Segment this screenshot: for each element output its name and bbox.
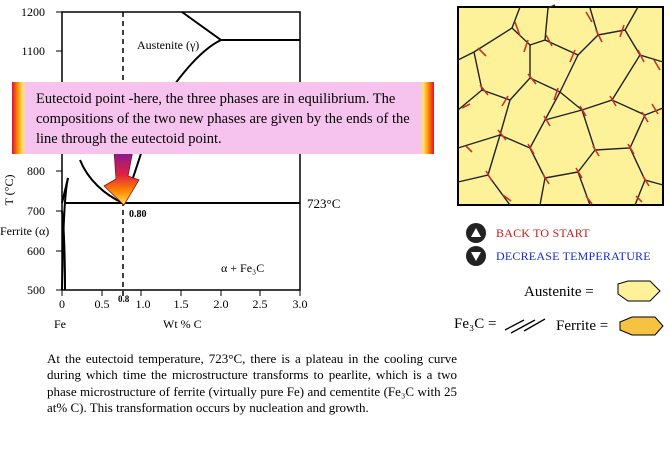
x-tick-0.5: 0.5 xyxy=(94,297,110,311)
y-tick-1200: 1200 xyxy=(21,5,45,19)
fe3c-legend-icon xyxy=(505,319,545,333)
y-axis-label: T (°C) xyxy=(2,174,16,206)
x-tick-3.0: 3.0 xyxy=(292,297,308,311)
austenite-region-label: Austenite (γ) xyxy=(137,38,200,52)
eutectoid-x-tick-label: 0.8 xyxy=(118,294,130,304)
y-tick-500: 500 xyxy=(27,283,45,297)
eutectoid-callout xyxy=(12,82,434,154)
y-tick-700: 700 xyxy=(27,204,45,218)
callout-edge-right xyxy=(420,82,434,154)
ferrite-legend-label: Ferrite = xyxy=(556,318,609,334)
alpha-fe3c-label: α + Fe₃C xyxy=(221,261,265,275)
explanation-paragraph: At the eutectoid temperature, 723°C, there is a plateau in the cooling curve during which time the microstructure transforms to pearlite, which is a two phase microstructure of ferrite (virtually pure Fe) and cementite (Fe₃C with 25 at% C). This transformation occurs by nucleation and growth. xyxy=(47,351,457,415)
microstructure-panel xyxy=(458,5,663,205)
x-axis-label: Wt % C xyxy=(163,317,202,331)
fe-label: Fe xyxy=(54,317,66,331)
ferrite-legend-swatch xyxy=(620,317,663,335)
x-tick-1.0: 1.0 xyxy=(135,297,151,311)
y-tick-800: 800 xyxy=(27,164,45,178)
fe3c-legend-label: Fe₃C = xyxy=(454,316,497,332)
austenite-legend-label: Austenite = xyxy=(524,284,594,300)
x-tick-2.5: 2.5 xyxy=(252,297,268,311)
y-tick-600: 600 xyxy=(27,244,45,258)
up-arrow-icon xyxy=(466,223,486,243)
callout-text: Eutectoid point -here, the three phases are in equilibrium. The compositions of the two new phases are given by the ends of the line through the eutectoid point. xyxy=(36,91,410,147)
decrease-temperature-button[interactable] xyxy=(466,245,651,267)
decrease-temperature-label: DECREASE TEMPERATURE xyxy=(496,248,651,263)
eutectoid-comp-label: 0.80 xyxy=(129,209,147,220)
callout-edge-left xyxy=(12,82,26,154)
eutectoid-temp-label: 723°C xyxy=(307,196,341,211)
x-tick-2.0: 2.0 xyxy=(213,297,229,311)
x-tick-0: 0 xyxy=(59,297,65,311)
ferrite-region-label: Ferrite (α) xyxy=(0,224,50,238)
austenite-legend-swatch xyxy=(618,281,660,301)
x-axis-ticks xyxy=(62,290,300,296)
back-to-start-label: BACK TO START xyxy=(496,225,590,240)
down-arrow-icon xyxy=(466,246,486,266)
back-to-start-button[interactable] xyxy=(466,222,590,244)
x-tick-1.5: 1.5 xyxy=(173,297,189,311)
y-tick-1100: 1100 xyxy=(21,44,45,58)
